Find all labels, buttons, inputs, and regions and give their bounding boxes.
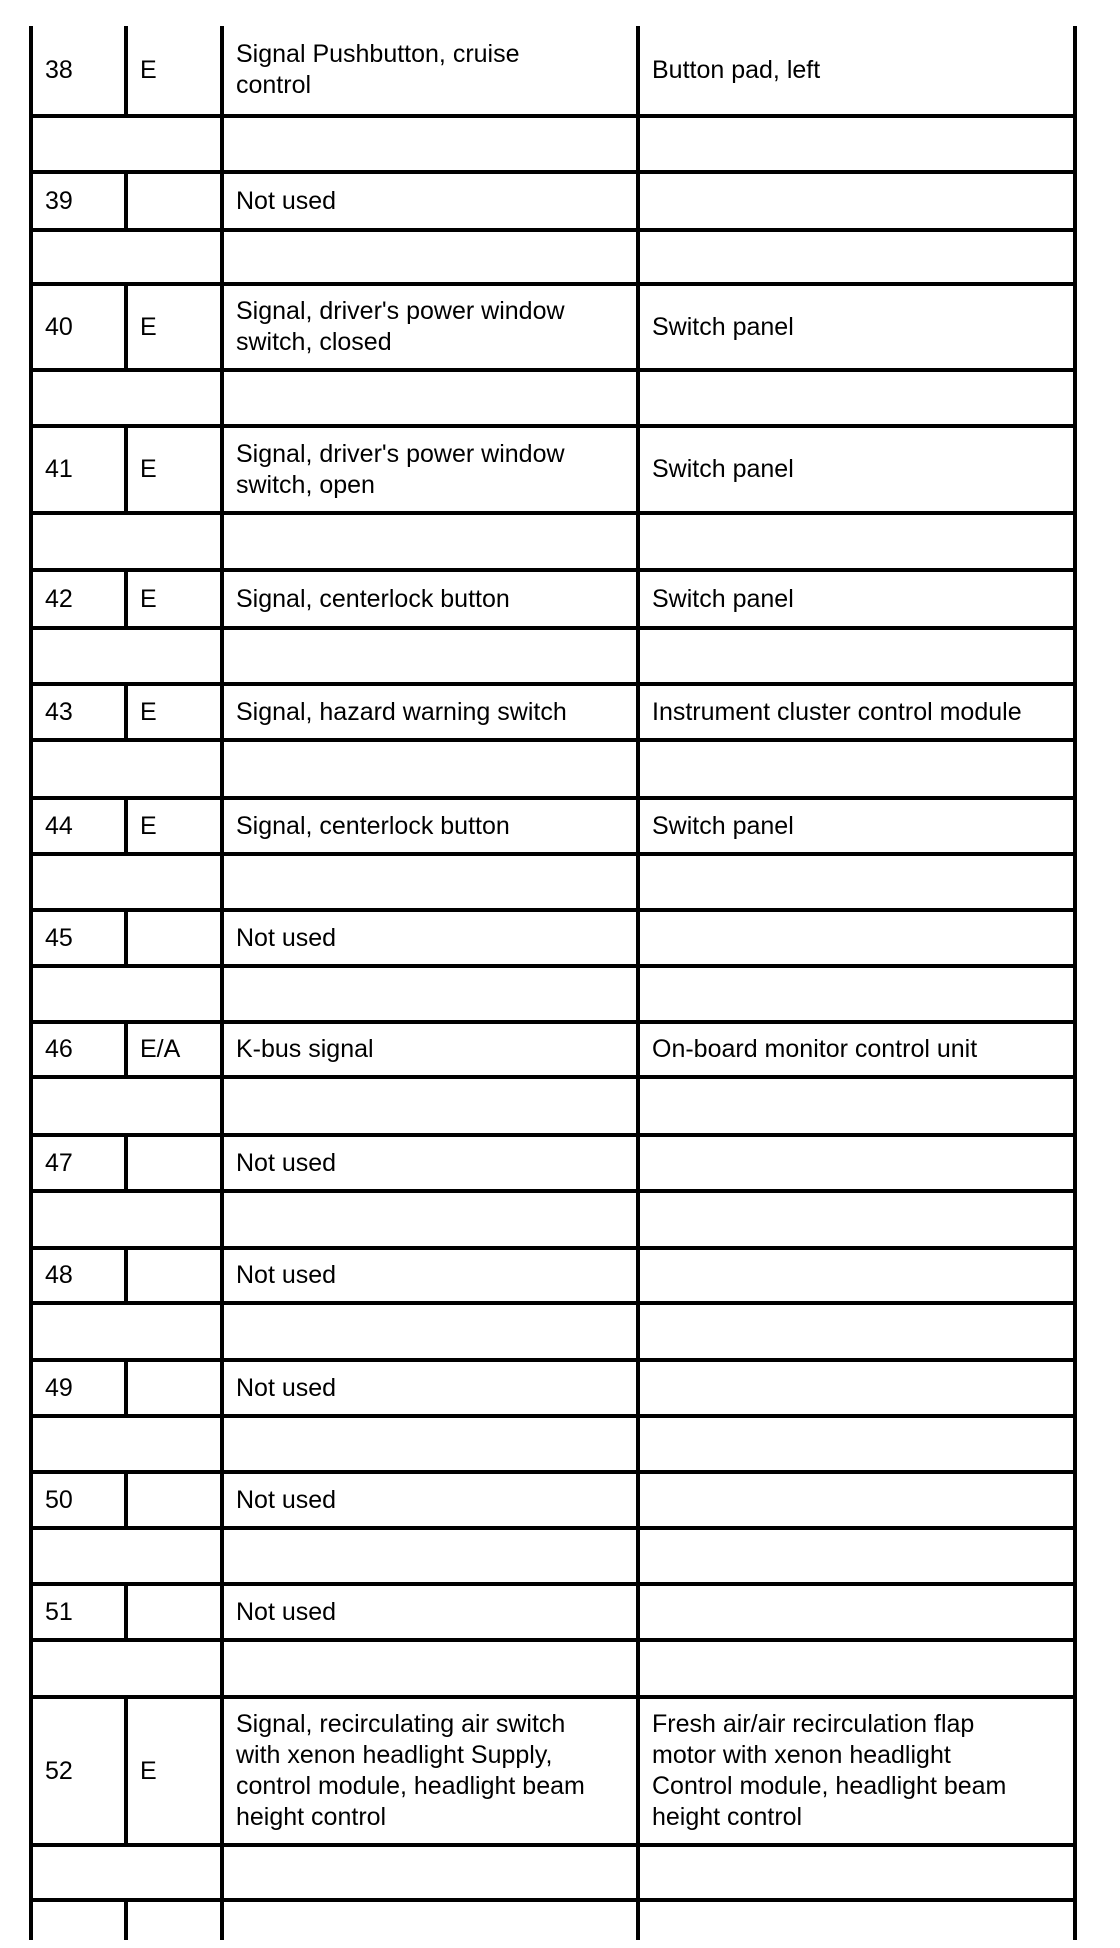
location-cell: Button pad, left <box>652 55 821 84</box>
signal-cell: Not used <box>236 1485 337 1514</box>
location-cell: Fresh air/air recirculation flap motor with xenon headlight Control module, headlight beam height control <box>652 1710 1007 1831</box>
location-cell <box>652 1250 1069 1301</box>
column-rule <box>124 1470 128 1530</box>
pin-cell: 41 <box>45 455 73 483</box>
type-cell <box>140 1137 216 1189</box>
row-rule <box>29 1189 1077 1193</box>
signal-cell: Signal, recirculating air switch with xenon headlight Supply, control module, headlight beam height control <box>236 1710 585 1831</box>
column-rule <box>124 682 128 742</box>
location-cell: Switch panel <box>652 455 794 483</box>
row-rule <box>29 852 1077 856</box>
signal-cell: Not used <box>236 923 337 952</box>
type-cell: E <box>140 312 157 341</box>
row-rule <box>29 1075 1077 1079</box>
type-cell <box>140 174 216 228</box>
row-rule <box>29 114 1077 118</box>
signal-cell: Not used <box>236 186 337 215</box>
type-cell: E <box>140 1756 157 1785</box>
type-cell <box>140 1362 216 1414</box>
signal-cell: K-bus signal <box>236 1035 374 1063</box>
column-rule <box>124 1695 128 1847</box>
column-rule <box>220 26 224 1940</box>
location-cell <box>652 174 1069 228</box>
row-rule <box>29 1898 1077 1902</box>
pin-cell: 52 <box>45 1756 73 1785</box>
type-cell: E <box>140 584 157 613</box>
location-cell: Switch panel <box>652 312 794 341</box>
pin-cell: 46 <box>45 1035 73 1063</box>
pin-cell: 50 <box>45 1485 73 1514</box>
column-rule <box>124 1020 128 1079</box>
type-cell <box>140 1586 216 1638</box>
location-cell: Switch panel <box>652 811 794 840</box>
row-rule <box>29 511 1077 515</box>
location-cell <box>652 1137 1069 1189</box>
row-rule <box>29 626 1077 630</box>
signal-cell: Signal, driver's power window switch, open <box>236 439 565 499</box>
pin-cell: 47 <box>45 1148 73 1177</box>
row-rule <box>29 1414 1077 1418</box>
row-rule <box>29 1843 1077 1847</box>
pin-cell: 40 <box>45 312 73 341</box>
signal-cell: Not used <box>236 1148 337 1177</box>
type-cell: E <box>140 55 157 84</box>
signal-cell: Not used <box>236 1373 337 1402</box>
location-cell: Switch panel <box>652 584 794 613</box>
location-cell <box>652 1362 1069 1414</box>
pin-cell: 44 <box>45 811 73 840</box>
column-rule <box>124 568 128 630</box>
row-rule <box>29 1301 1077 1305</box>
signal-cell: Signal, driver's power window switch, closed <box>236 297 565 356</box>
row-rule <box>29 738 1077 742</box>
column-rule <box>124 282 128 372</box>
type-cell: E/A <box>140 1035 181 1063</box>
column-rule <box>124 1246 128 1305</box>
column-rule <box>124 424 128 515</box>
column-rule <box>124 1133 128 1193</box>
signal-cell: Signal, hazard warning switch <box>236 697 567 726</box>
type-cell: E <box>140 697 157 726</box>
column-rule <box>124 796 128 856</box>
type-cell <box>140 912 216 964</box>
pin-cell: 42 <box>45 584 73 613</box>
column-rule <box>124 908 128 968</box>
signal-cell: Signal, centerlock button <box>236 584 510 613</box>
type-cell <box>140 1474 216 1526</box>
column-rule <box>124 170 128 232</box>
signal-cell: Not used <box>236 1597 337 1626</box>
column-rule <box>124 1898 128 1940</box>
type-cell <box>140 1250 216 1301</box>
row-rule <box>29 1638 1077 1642</box>
pin-cell: 49 <box>45 1373 73 1402</box>
signal-cell: Signal, centerlock button <box>236 811 510 840</box>
pin-cell: 48 <box>45 1261 73 1289</box>
pin-cell: 43 <box>45 697 73 726</box>
row-rule <box>29 368 1077 372</box>
pin-cell: 39 <box>45 186 73 215</box>
location-cell <box>652 912 1069 964</box>
pin-cell: 51 <box>45 1597 73 1626</box>
signal-cell: Not used <box>236 1261 337 1289</box>
location-cell: On-board monitor control unit <box>652 1035 978 1063</box>
row-rule <box>29 228 1077 232</box>
column-rule <box>636 26 640 1940</box>
column-rule <box>124 1358 128 1418</box>
pin-cell: 38 <box>45 55 73 84</box>
type-cell: E <box>140 455 157 483</box>
signal-cell: Signal Pushbutton, cruise control <box>236 40 520 99</box>
location-cell <box>652 1474 1069 1526</box>
location-cell: Instrument cluster control module <box>652 697 1022 726</box>
pin-cell: 45 <box>45 923 73 952</box>
column-rule <box>1073 26 1077 1940</box>
column-rule <box>29 26 33 1940</box>
row-rule <box>29 964 1077 968</box>
column-rule <box>124 1582 128 1642</box>
column-rule <box>124 26 128 118</box>
location-cell <box>652 1586 1069 1638</box>
row-rule <box>29 1526 1077 1530</box>
type-cell: E <box>140 811 157 840</box>
